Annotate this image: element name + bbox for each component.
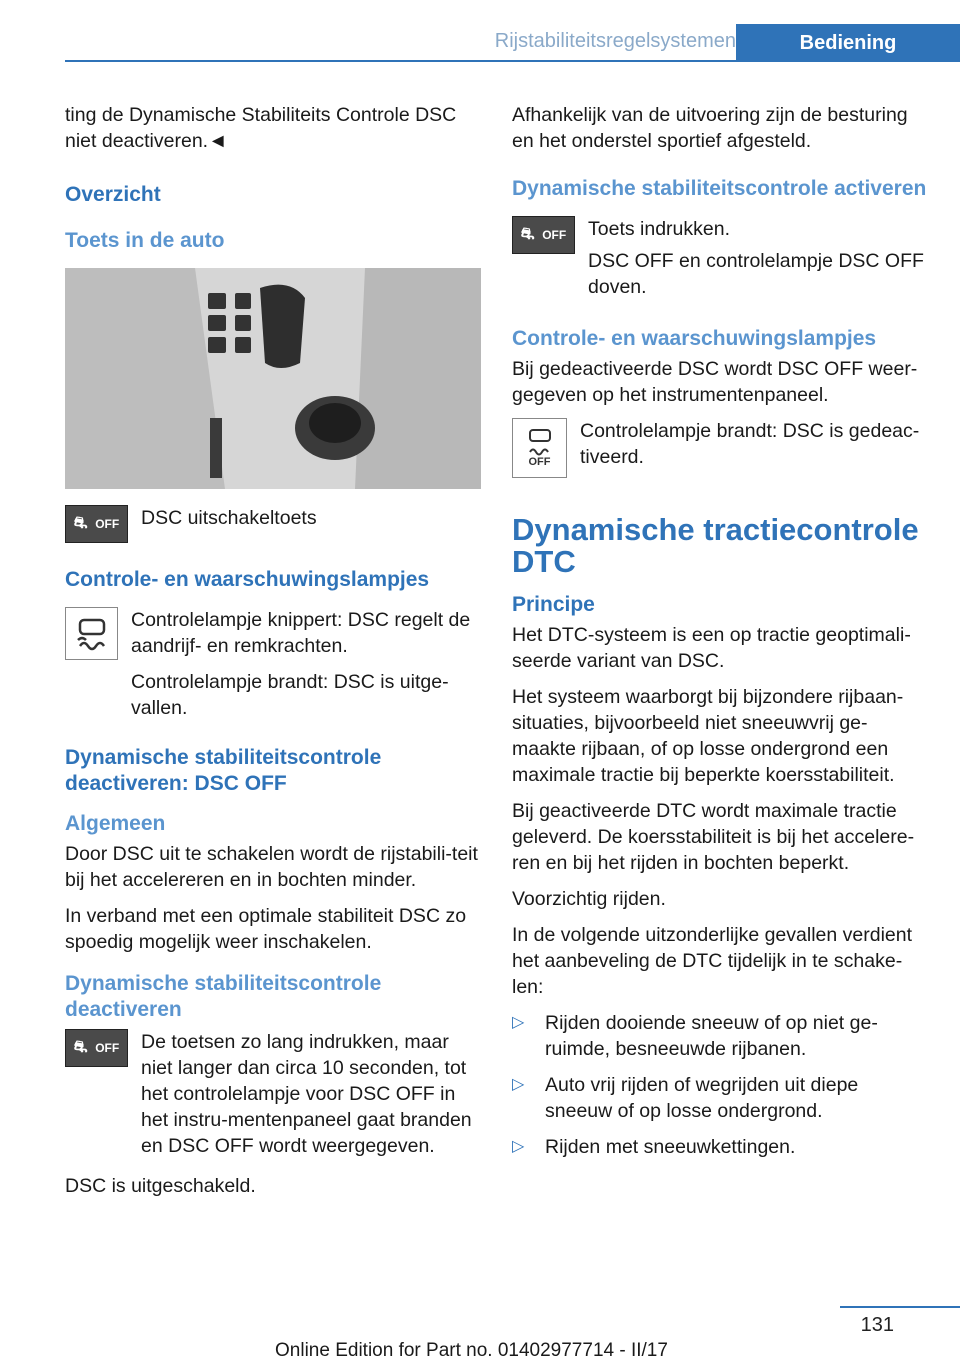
para-1: Door DSC uit te schakelen wordt de rijstabili-teit bij het accelereren en in bochten minder.: [65, 843, 478, 891]
deactivate-row: [65, 1029, 481, 1165]
dtc-cases-list: [512, 1010, 928, 1160]
page-header: [65, 24, 960, 62]
heading-controle-right: Controle- en waarschuwingslampjes: [512, 327, 877, 350]
para-2: In verband met een optimale stabiliteit DSC zo spoedig mogelijk weer inschakelen.: [65, 905, 467, 953]
lamp-blink-text: Controlelampje knippert: DSC regelt de aandrijf- en remkrachten.: [131, 609, 471, 657]
heading-toets: Toets in de auto: [65, 229, 225, 252]
para-3: De toetsen zo lang indrukken, maar niet langer dan circa 10 seconden, tot het controlelampje voor DSC OFF in het instru-mentenpaneel gaat branden en DSC OFF wordt weergegeven.: [141, 1031, 472, 1157]
dtc-para-1: Het DTC-systeem is een op tractie geoptimali-seerde variant van DSC.: [512, 624, 911, 672]
right-intro: Afhankelijk van de uitvoering zijn de besturing en het onderstel sportief afgesteld.: [512, 104, 908, 152]
footer-rule: [840, 1306, 960, 1308]
activate-row: [512, 216, 928, 306]
header-rule: [65, 60, 960, 62]
lamp-off-row: [512, 418, 928, 478]
left-column: [65, 102, 481, 1209]
page-number: 131: [860, 1314, 894, 1336]
list-item: ▷ Rijden dooiende sneeuw of op niet ge-ruimde, besneeuwde rijbanen.: [512, 1012, 878, 1060]
console-photo: [65, 268, 481, 489]
dtc-para-3: Bij geactiveerde DTC wordt maximale tractie geleverd. De koersstabiliteit is bij het accelere-ren en bij het rijden in bochten beperkt.: [512, 800, 915, 874]
heading-algemeen: Algemeen: [65, 812, 166, 835]
dtc-para-5: In de volgende uitzonderlijke gevallen verdient het aanbeveling de DTC tijdelijk in te schake-len:: [512, 924, 913, 998]
lamp-row: [65, 607, 481, 665]
lamp-on-right: Controlelampje brandt: DSC is gedeac-tiveerd.: [580, 420, 920, 468]
heading-deactivate: Dynamische stabiliteitscontrole deactiveren: DSC OFF: [65, 746, 382, 795]
lamp-para-right: Bij gedeactiveerde DSC wordt DSC OFF weer-gegeven op het instrumentenpaneel.: [512, 358, 918, 406]
heading-activate: Dynamische stabiliteitscontrole activeren: [512, 177, 927, 200]
intro-text: ting de Dynamische Stabiliteits Controle DSC niet deactiveren.◄: [65, 104, 457, 152]
heading-dtc: Dynamische tractiecontrole DTC: [512, 512, 919, 579]
list-item: ▷ Rijden met sneeuwkettingen.: [512, 1136, 796, 1158]
activate-step-1: Toets indrukken.: [588, 218, 730, 240]
heading-principe: Principe: [512, 593, 595, 616]
dsc-warning-lamp-icon: [65, 607, 118, 660]
section-title: Rijstabiliteitsregelsystemen: [494, 30, 736, 52]
list-item: ▷ Auto vrij rijden of wegrijden uit diepe sneeuw of op losse ondergrond.: [512, 1074, 859, 1122]
dtc-para-4: Voorzichtig rijden.: [512, 888, 666, 910]
heading-deactivate-2: Dynamische stabiliteitscontrole deactiveren: [65, 972, 382, 1021]
dsc-off-button-icon-3: ⛐ OFF: [512, 216, 575, 254]
chapter-tab[interactable]: Bediening: [736, 24, 960, 62]
caption-dsc-button: DSC uitschakeltoets: [141, 507, 317, 529]
dtc-para-2: Het systeem waarborgt bij bijzondere rijbaan-situaties, bijvoorbeeld niet sneeuwvrij ge-maakte rijbaan, of op losse ondergrond een maximale tractie bij beperkte koersstabiliteit.: [512, 686, 904, 786]
dsc-button-row: [65, 505, 481, 543]
activate-step-2: DSC OFF en controlelampje DSC OFF doven.: [588, 250, 924, 298]
heading-overzicht: Overzicht: [65, 183, 161, 206]
heading-controle: Controle- en waarschuwingslampjes: [65, 568, 430, 591]
right-column: [512, 102, 928, 1170]
lamp-on-text: Controlelampje brandt: DSC is uitge-vallen.: [131, 671, 449, 719]
edition-text: Online Edition for Part no. 01402977714 - II/17: [275, 1340, 668, 1361]
para-4: DSC is uitgeschakeld.: [65, 1175, 256, 1197]
dsc-off-button-icon: ⛐ OFF: [65, 505, 128, 543]
dsc-off-button-icon-2: ⛐ OFF: [65, 1029, 128, 1067]
dsc-off-lamp-icon: OFF: [512, 418, 567, 478]
